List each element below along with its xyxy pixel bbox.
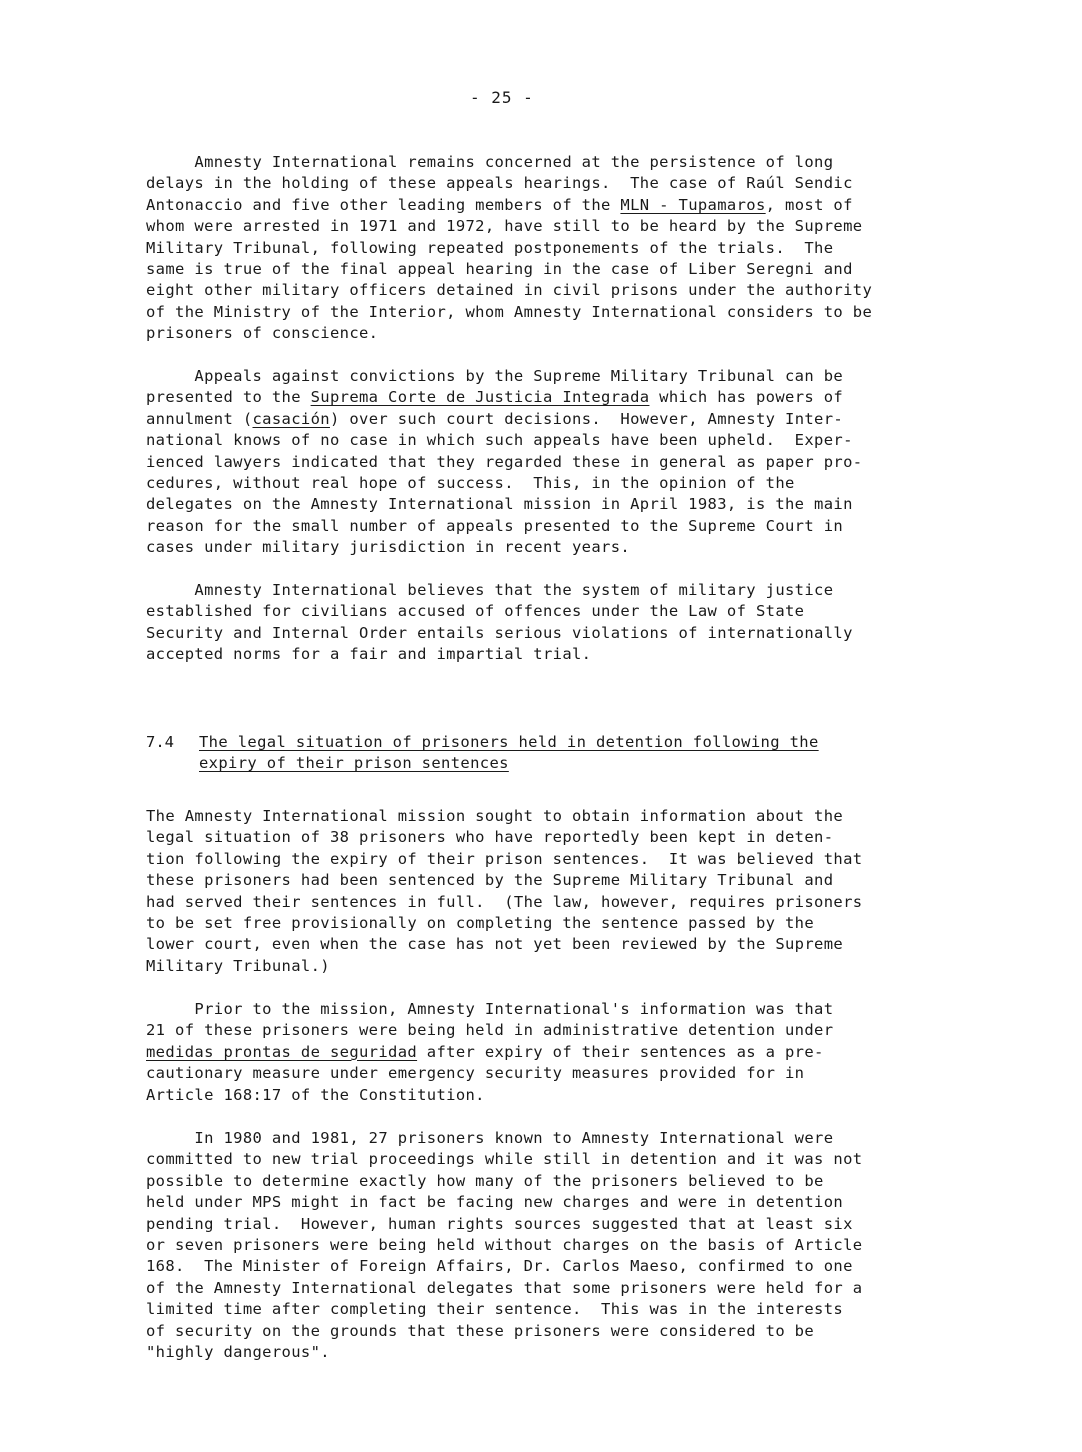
- underlined-term: MLN - Tupamaros: [620, 195, 766, 214]
- page-number: - 25 -: [470, 88, 534, 107]
- paragraph-prior-mission: Prior to the mission, Amnesty International's information was that 21 of these prisoners were being held in administrative detention under medidas prontas de seguridad after expiry of their sentences as a pre- cautionary measure under emergency security measures provided for in Article 168:17 of the Constitution.: [146, 1000, 834, 1104]
- underlined-term: casación: [252, 409, 330, 428]
- paragraph-appeals-convictions: Appeals against convictions by the Supreme Military Tribunal can be presented to the Suprema Corte de Justicia Integrada which has powers of annulment (casación) over such court decisions. However, Amnesty Inter- national knows of no case in which such appeals have been upheld. Exper- ienced lawyers indicated that they regarded these in general as paper pro- cedures, without real hope of success. This, in the opinion of the delegates on the Amnesty International mission in April 1983, is the main reason for the small number of appeals presented to the Supreme Court in cases under military jurisdiction in recent years.: [146, 367, 863, 557]
- section-number: 7.4: [146, 733, 174, 751]
- paragraph-new-trials: In 1980 and 1981, 27 prisoners known to Amnesty International were committed to new trial proceedings while still in detention and it was not possible to determine exactly how many of the prisoners believed to be held under MPS might in fact be facing new charges and were in detention pending trial. However, human rights sources suggested that at least six or seven prisoners were being held without charges on the basis of Article 168. The Minister of Foreign Affairs, Dr. Carlos Maeso, confirmed to one of the Amnesty International delegates that some prisoners were held for a limited time after completing their sentence. This was in the interests of security on the grounds that these prisoners were considered to be "highly dangerous".: [146, 1129, 863, 1362]
- section-heading: The legal situation of prisoners held in detention following the expiry of their prison sentences: [199, 733, 819, 773]
- underlined-term: medidas prontas de seguridad: [146, 1042, 418, 1061]
- underlined-term: Suprema Corte de Justicia Integrada: [310, 388, 650, 407]
- paragraph-mission-info: The Amnesty International mission sought to obtain information about the legal situation of 38 prisoners who have reportedly been kept in deten- tion following the expiry of their prison sentences. It was believed that these prisoners had been sentenced by the Supreme Military Tribunal and had served their sentences in full. (The law, however, requires prisoners to be set free provisionally on completing the sentence passed by the lower court, even when the case has not yet been reviewed by the Supreme Military Tribunal.): [146, 807, 863, 975]
- paragraph-appeals-delays: Amnesty International remains concerned at the persistence of long delays in the holding of these appeals hearings. The case of Raúl Sendic Antonaccio and five other leading members of the MLN - Tupamaros, most of whom were arrested in 1971 and 1972, have still to be heard by the Supreme Military Tribunal, following repeated postponements of the trials. The same is true of the final appeal hearing in the case of Liber Seregni and eight other military officers detained in civil prisons under the authority of the Ministry of the Interior, whom Amnesty International considers to be prisoners of conscience.: [146, 153, 873, 343]
- paragraph-military-justice: Amnesty International believes that the system of military justice established for civilians accused of offences under the Law of State Security and Internal Order entails serious violations of internationally accepted norms for a fair and impartial trial.: [146, 581, 853, 664]
